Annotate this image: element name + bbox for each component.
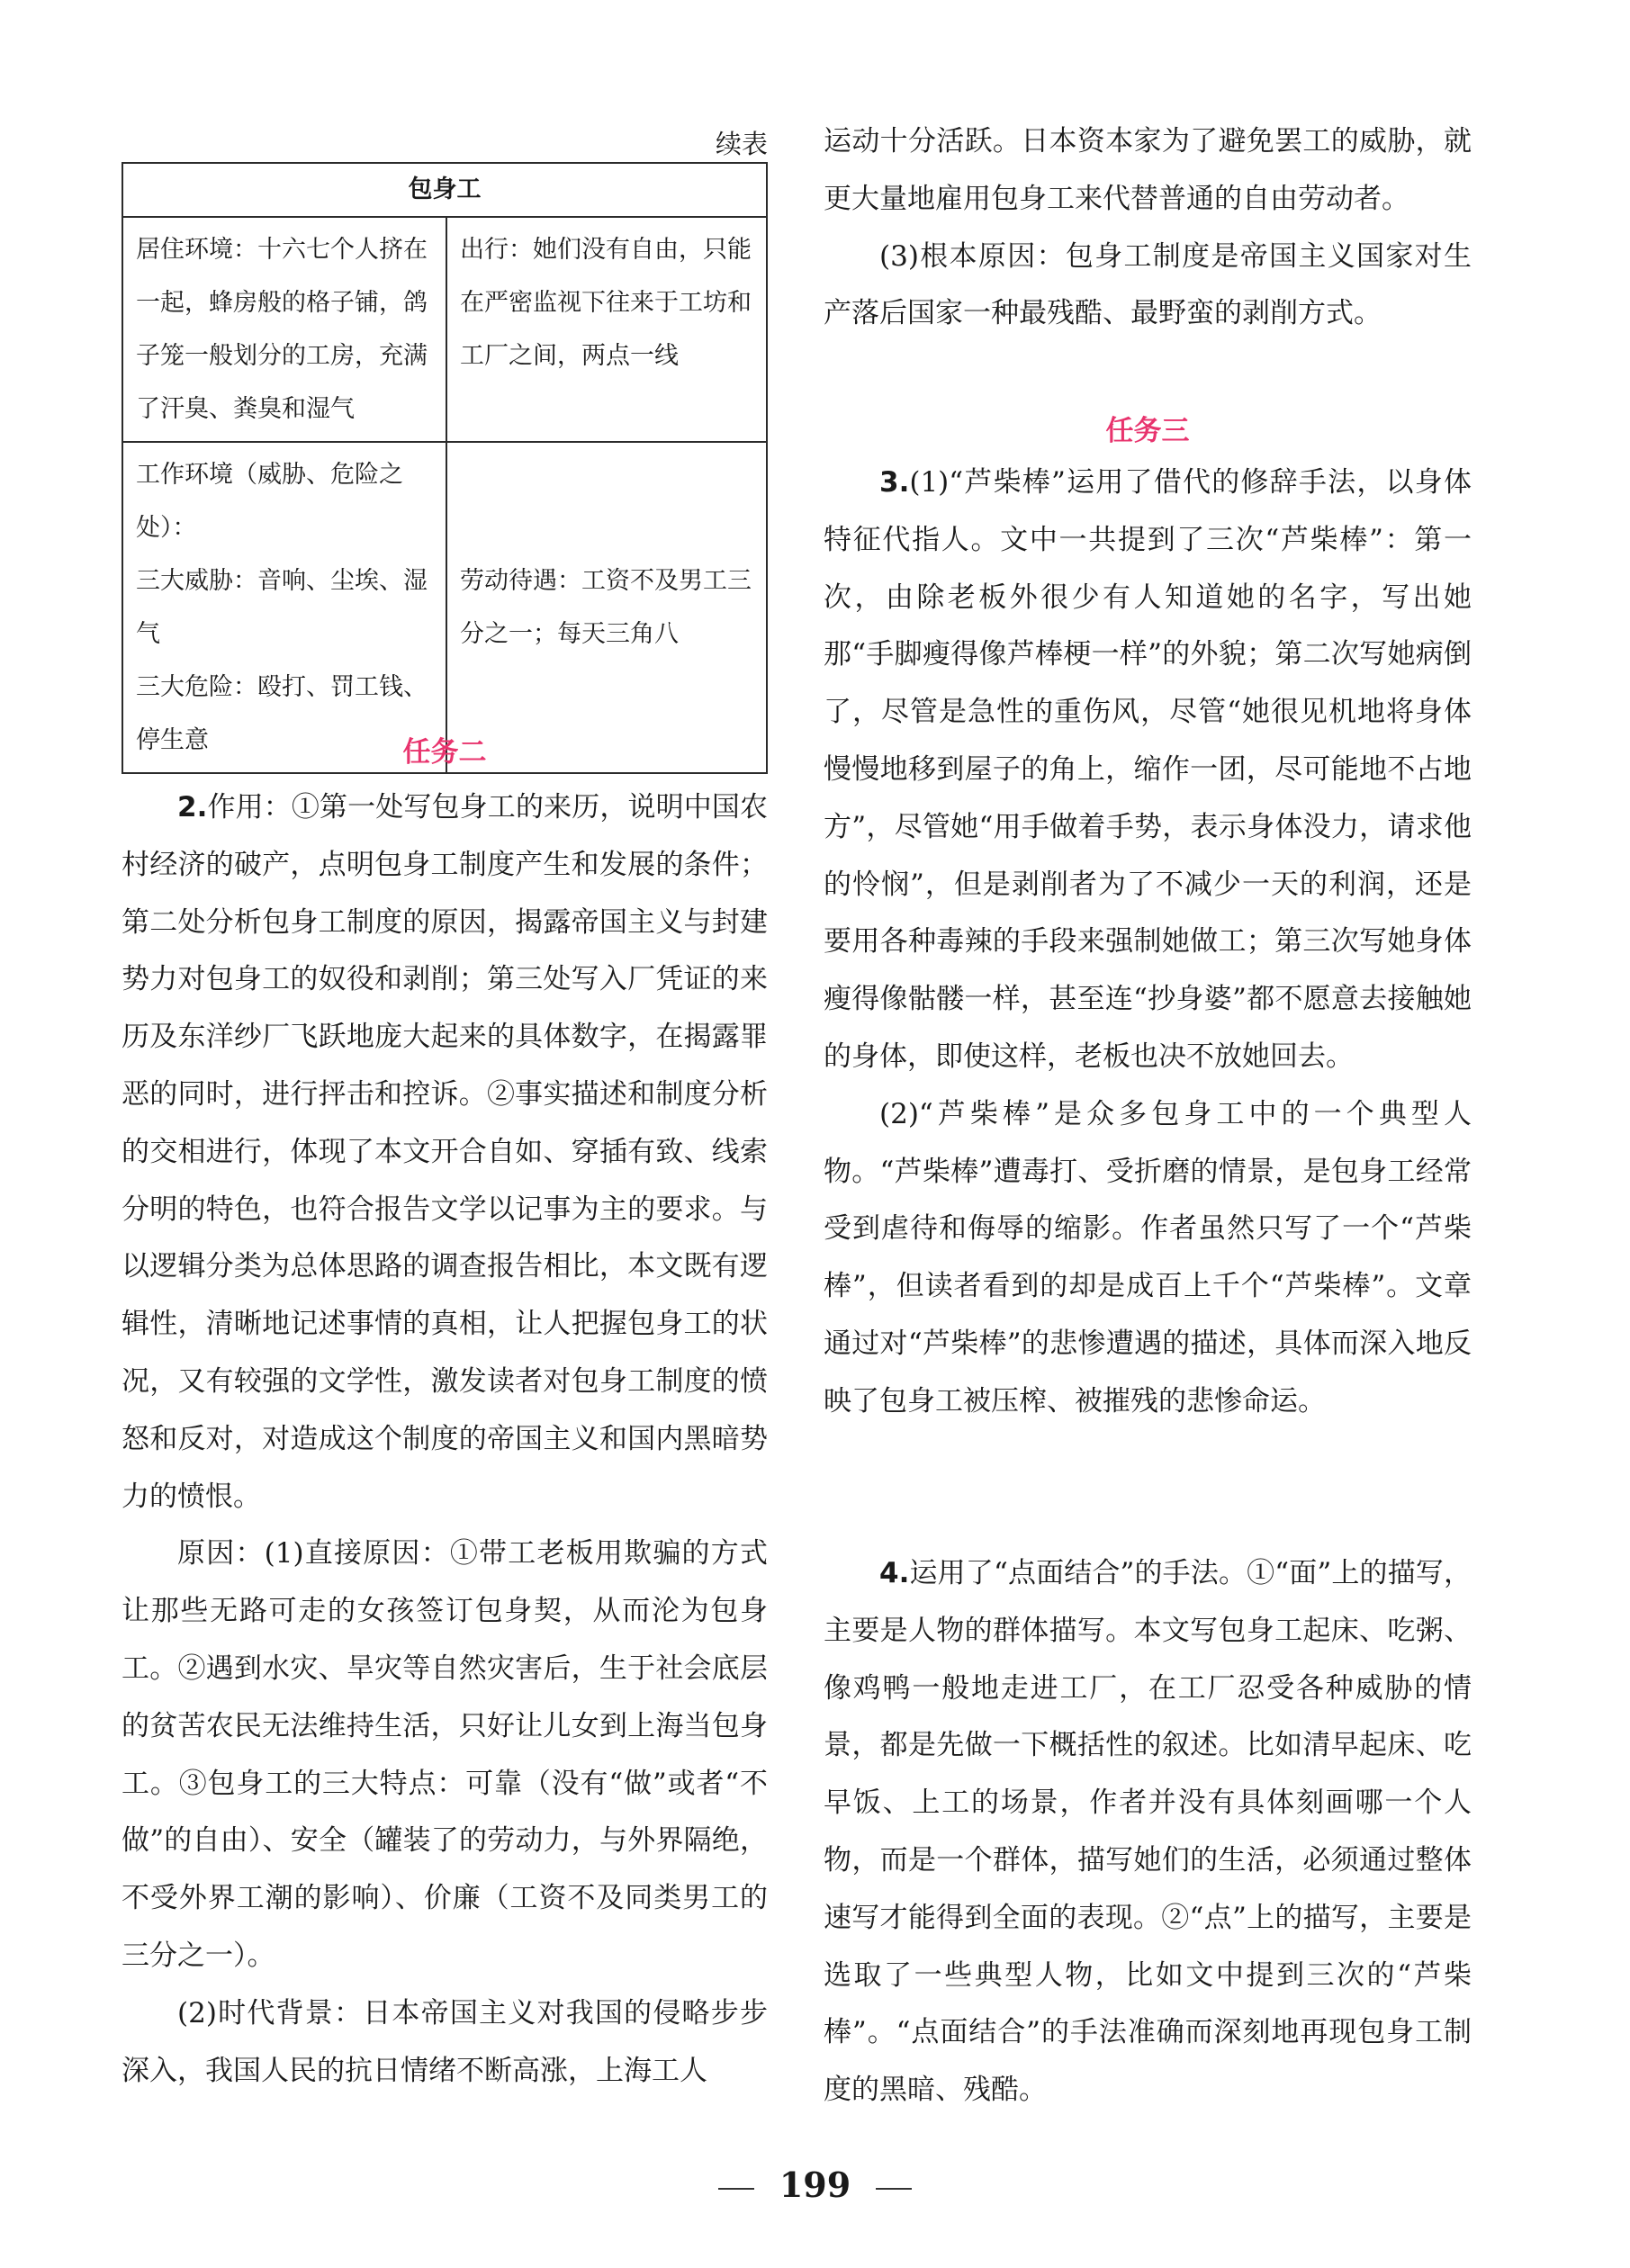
q2-answer (122, 779, 768, 2100)
page-number-value: 199 (779, 2164, 851, 2205)
q3-number: 3. (879, 466, 910, 499)
table-cell-work-environment (122, 442, 446, 773)
q4-para1: 4.运用了“点面结合”的手法。①“面”上的描写，主要是人物的群体描写。本文写包身工起床、吃粥、像鸡鸭一般地走进工厂，在工厂忍受各种威胁的情景，都是先做一下概括性的叙述。比如清早起床、吃早饭、上工的场景，作者并没有具体刻画哪一个人物，而是一个群体，描写她们的生活，必须通过整体速写才能得到全面的表现。②“点”上的描写，主要是选取了一些典型人物，比如文中提到三次的“芦柴棒”。“点面结合”的手法准确而深刻地再现包身工制度的黑暗、残酷。 (824, 1557, 1472, 2107)
q3-para2: (2)“芦柴棒”是众多包身工中的一个典型人物。“芦柴棒”遭毒打、受折磨的情景，是包身工经常受到虐待和侮辱的缩影。作者虽然只写了一个“芦柴棒”，但读者看到的却是成百上千个“芦柴棒”。文章通过对“芦柴棒”的悲惨遭遇的描述，具体而深入地反映了包身工被压榨、被摧残的悲惨命运。 (824, 1097, 1472, 1418)
work-environment-line: 三大威胁：音响、尘埃、湿气 (136, 567, 428, 648)
q3-para1: 3.(1)“芦柴棒”运用了借代的修辞手法，以身体特征代指人。文中一共提到了三次“芦柴棒”：第一次，由除老板外很少有人知道她的名字，写出她那“手脚瘦得像芦棒梗一样”的外貌；第二次写她病倒了，尽管是急性的重伤风，尽管“她很见机地将身体慢慢地移到屋子的角上，缩作一团，尽可能地不占地方”，尽管她“用手做着手势，表示身体没力，请求他的怜悯”，但是剥削者为了不减少一天的利润，还是要用各种毒辣的手段来强制她做工；第三次写她身体瘦得像骷髅一样，甚至连“抄身婆”都不愿意去接触她的身体，即使这样，老板也决不放她回去。 (824, 466, 1472, 1073)
page-number-dash (718, 2188, 754, 2190)
q2-para2: 原因：(1)直接原因：①带工老板用欺骗的方式让那些无路可走的女孩签订包身契，从而沦为包身工。②遇到水灾、旱灾等自然灾害后，生于社会底层的贫苦农民无法维持生活，只好让儿女到上海当包身工。③包身工的三大特点：可靠（没有“做”或者“不做”的自由）、安全（罐装了的劳动力，与外界隔绝，不受外界工潮的影响）、价廉（工资不及同类男工的三分之一）。 (122, 1537, 768, 1972)
q4-number: 4. (879, 1557, 910, 1589)
work-environment-line: 工作环境（威胁、危险之处）： (136, 461, 403, 542)
task3-heading: 任务三 (1105, 415, 1190, 447)
q2-number: 2. (177, 791, 208, 824)
para-root-cause: (3)根本原因：包身工制度是帝国主义国家对生产落后国家一种最残酷、最野蛮的剥削方式。 (824, 239, 1472, 330)
q2-para3: (2)时代背景：日本帝国主义对我国的侵略步步深入，我国人民的抗日情绪不断高涨，上海工人 (122, 1996, 768, 2087)
table-cell-labor-treatment: 劳动待遇：工资不及男工三分之一；每天三角八 (446, 442, 767, 773)
right-top (824, 113, 1472, 343)
table-cell-living-environment: 居住环境：十六七个人挤在一起，蜂房般的格子铺，鸽子笼一般划分的工房，充满了汗臭、粪臭和湿气 (122, 217, 446, 442)
table-cell-travel: 出行：她们没有自由，只能在严密监视下往来于工坊和工厂之间，两点一线 (446, 217, 767, 442)
work-environment-line: 三大危险：殴打、罚工钱、停生意 (136, 673, 428, 754)
baoshengong-table (122, 162, 768, 774)
table-title: 包身工 (122, 163, 767, 217)
q2-para1: 2.作用：①第一处写包身工的来历，说明中国农村经济的破产，点明包身工制度产生和发展的条件；第二处分析包身工制度的原因，揭露帝国主义与封建势力对包身工的奴役和剥削；第三处写入厂凭证的来历及东洋纱厂飞跃地庞大起来的具体数字，在揭露罪恶的同时，进行抨击和控诉。②事实描述和制度分析的交相进行，体现了本文开合自如、穿插有致、线索分明的特色，也符合报告文学以记事为主的要求。与以逻辑分类为总体思路的调查报告相比，本文既有逻辑性，清晰地记述事情的真相，让人把握包身工的状况，又有较强的文学性，激发读者对包身工制度的愤怒和反对，对造成这个制度的帝国主义和国内黑暗势力的愤恨。 (122, 791, 768, 1513)
continued-label: 续表 (715, 129, 768, 159)
page-number (0, 2164, 1630, 2205)
para-continued: 运动十分活跃。日本资本家为了避免罢工的威胁，就更大量地雇用包身工来代替普通的自由劳动者。 (824, 125, 1472, 215)
q4-answer (824, 1545, 1472, 2120)
q3-answer (824, 454, 1472, 1431)
task2-heading: 任务二 (402, 736, 487, 769)
page-number-dash (876, 2188, 912, 2190)
